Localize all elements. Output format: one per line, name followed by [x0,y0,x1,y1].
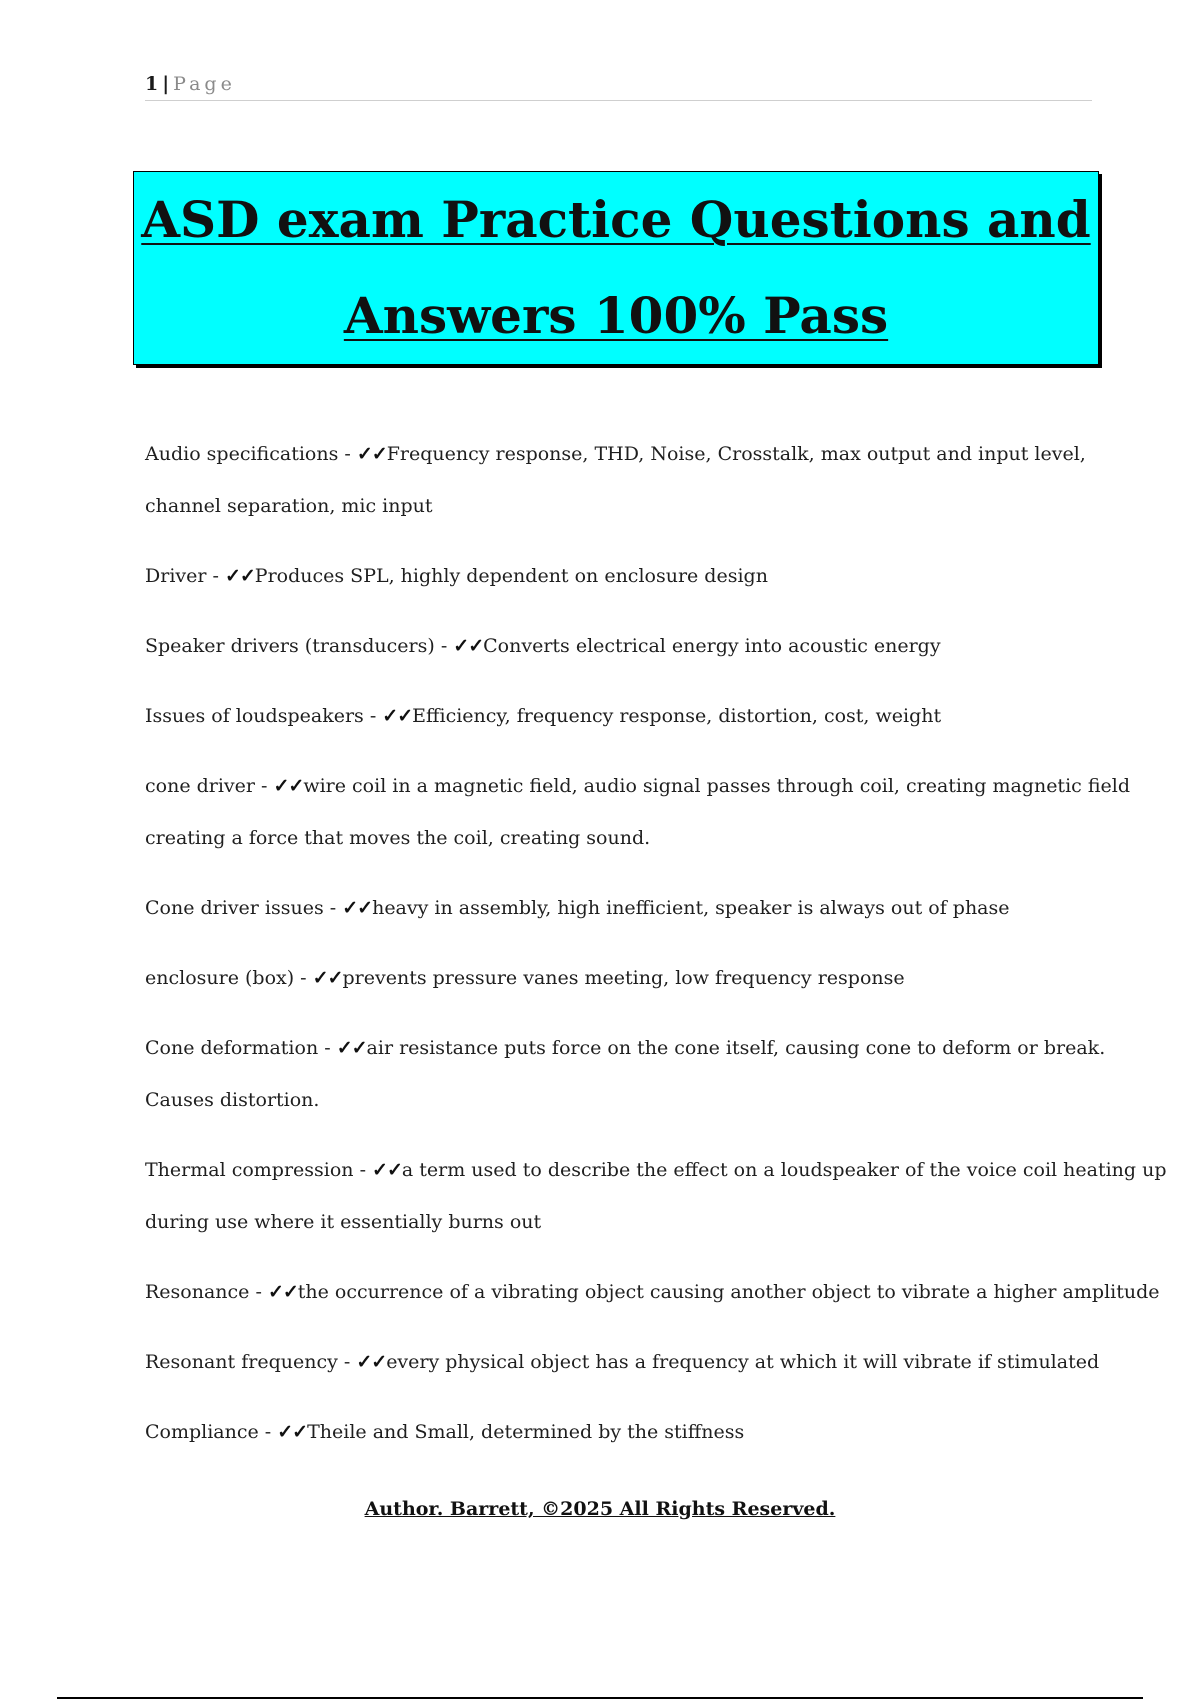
qa-term: Cone deformation - [145,1037,337,1059]
qa-entry [145,428,1100,532]
qa-answer: prevents pressure vanes meeting, low frequency response [342,967,905,989]
page-header [145,72,1092,101]
double-check-icon: ✓✓ [312,967,343,989]
double-check-icon: ✓✓ [267,1281,298,1303]
qa-answer-continued: creating a force that moves the coil, creating sound. [145,827,651,849]
qa-term: Speaker drivers (transducers) - [145,635,454,657]
title-line-2: Answers 100% Pass [343,286,889,345]
page-separator: | [162,73,170,95]
qa-entry [145,952,1100,1004]
qa-answer-continued: during use where it essentially burns out [145,1211,542,1233]
qa-list [145,428,1167,1476]
qa-answer: Theile and Small, determined by the stiffness [307,1421,745,1443]
qa-answer: every physical object has a frequency at which it will vibrate if stimulated [386,1351,1100,1373]
double-check-icon: ✓✓ [372,1159,402,1181]
qa-entry [145,1336,1100,1388]
qa-answer: Converts electrical energy into acoustic energy [483,635,941,657]
double-check-icon: ✓✓ [277,1421,308,1443]
double-check-icon: ✓✓ [273,775,304,797]
qa-term: Issues of loudspeakers - [145,705,383,727]
qa-answer: air resistance puts force on the cone itself, causing cone to deform or break. [366,1037,1106,1059]
qa-term: Driver - [145,565,225,587]
qa-term: enclosure (box) - [145,967,313,989]
double-check-icon: ✓✓ [336,1037,367,1059]
qa-term: Compliance - [145,1421,278,1443]
double-check-icon: ✓✓ [453,635,484,657]
double-check-icon: ✓✓ [382,705,413,727]
double-check-icon: ✓✓ [356,1351,387,1373]
double-check-icon: ✓✓ [224,565,255,587]
qa-term: Audio specifications - [145,443,357,465]
qa-entry [145,882,1100,934]
qa-answer: the occurrence of a vibrating object causing another object to vibrate a higher amplitude [297,1281,1160,1303]
qa-term: Resonant frequency - [145,1351,357,1373]
qa-entry [145,1022,1106,1126]
qa-entry [145,1144,1167,1248]
qa-answer: a term used to describe the effect on a loudspeaker of the voice coil heating up [401,1159,1167,1181]
qa-entry [145,690,1100,742]
qa-answer-continued: channel separation, mic input [145,495,433,517]
double-check-icon: ✓✓ [342,897,373,919]
qa-answer: Produces SPL, highly dependent on enclosure design [254,565,768,587]
qa-term: cone driver - [145,775,274,797]
page-number: 1 [145,73,159,95]
page-label: Page [173,73,236,95]
qa-entry [145,620,1100,672]
qa-entry [145,550,1100,602]
qa-term: Thermal compression - [145,1159,373,1181]
qa-term: Resonance - [145,1281,268,1303]
qa-answer: Efficiency, frequency response, distortion, cost, weight [412,705,942,727]
qa-answer: wire coil in a magnetic field, audio signal passes through coil, creating magnetic field [303,775,1130,797]
copyright-footer: Author. Barrett, ©2025 All Rights Reserved. [364,1498,836,1520]
title-line-1: ASD exam Practice Questions and [141,190,1091,249]
qa-answer: Frequency response, THD, Noise, Crosstalk, max output and input level, [386,443,1086,465]
qa-entry [145,1266,1160,1318]
qa-answer-continued: Causes distortion. [145,1089,320,1111]
qa-term: Cone driver issues - [145,897,343,919]
title-box [133,171,1099,365]
qa-answer: heavy in assembly, high inefficient, speaker is always out of phase [372,897,1010,919]
qa-entry [145,760,1130,864]
double-check-icon: ✓✓ [356,443,387,465]
bottom-divider [57,1697,1143,1699]
qa-entry [145,1406,1100,1458]
